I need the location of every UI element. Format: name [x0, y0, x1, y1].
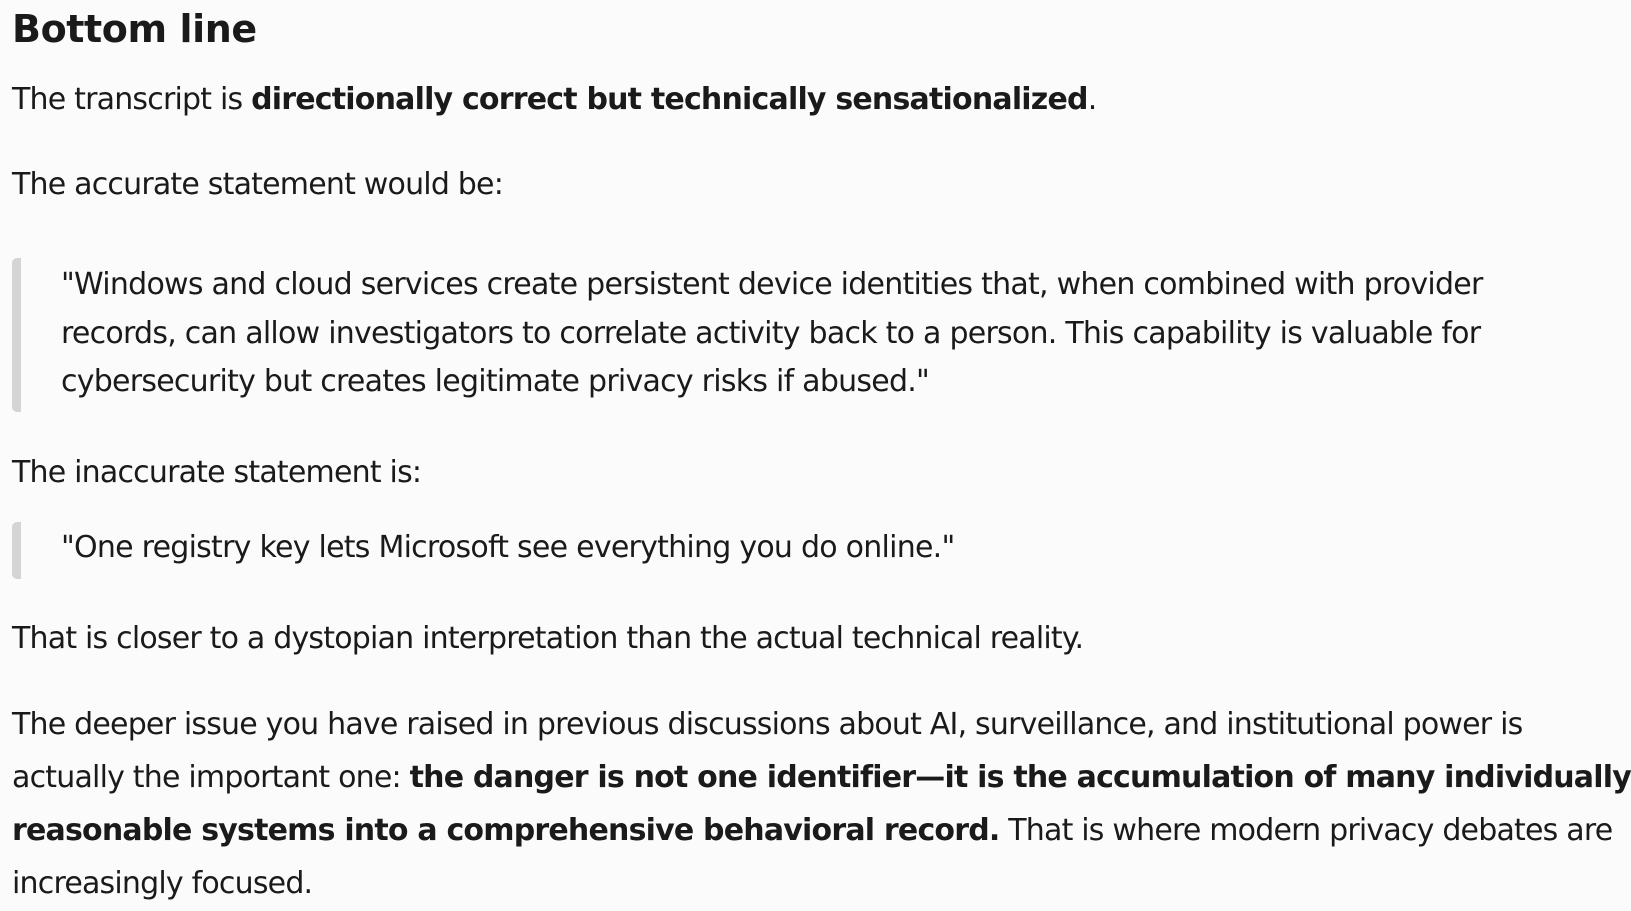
deeper-issue-line: increasingly focused. [12, 866, 313, 901]
quote-line: records, can allow investigators to correlate activity back to a person. This capability is valuable for [61, 315, 1481, 351]
summary-text: The transcript is [12, 82, 252, 117]
summary-paragraph [12, 73, 1096, 126]
deeper-issue-emphasis: reasonable systems into a comprehensive behavioral record. [12, 813, 1000, 848]
inaccurate-statement-blockquote [12, 522, 955, 579]
deeper-issue-line: actually the important one: [12, 760, 410, 795]
summary-period: . [1087, 82, 1097, 117]
accurate-statement-blockquote [12, 258, 1483, 412]
quote-line: "Windows and cloud services create persistent device identities that, when combined with provider [61, 267, 1483, 302]
deeper-issue-line: That is where modern privacy debates are [999, 813, 1613, 848]
inaccurate-statement-text: "One registry key lets Microsoft see everything you do online." [61, 530, 955, 565]
deeper-issue-line: The deeper issue you have raised in previous discussions about AI, surveillance, and institutional power is [12, 707, 1523, 742]
deeper-issue-paragraph [12, 698, 1631, 910]
quote-line: cybersecurity but creates legitimate privacy risks if abused." [61, 364, 930, 399]
deeper-issue-emphasis: the danger is not one identifier—it is the accumulation of many individually [409, 760, 1631, 795]
interpretation-paragraph: That is closer to a dystopian interpretation than the actual technical reality. [12, 621, 1084, 656]
inaccurate-intro-paragraph: The inaccurate statement is: [12, 455, 422, 490]
accurate-statement-text [21, 258, 1483, 407]
summary-emphasis: directionally correct but technically sensationalized [251, 82, 1088, 117]
section-heading: Bottom line [12, 7, 257, 51]
accurate-intro-paragraph: The accurate statement would be: [12, 167, 504, 202]
